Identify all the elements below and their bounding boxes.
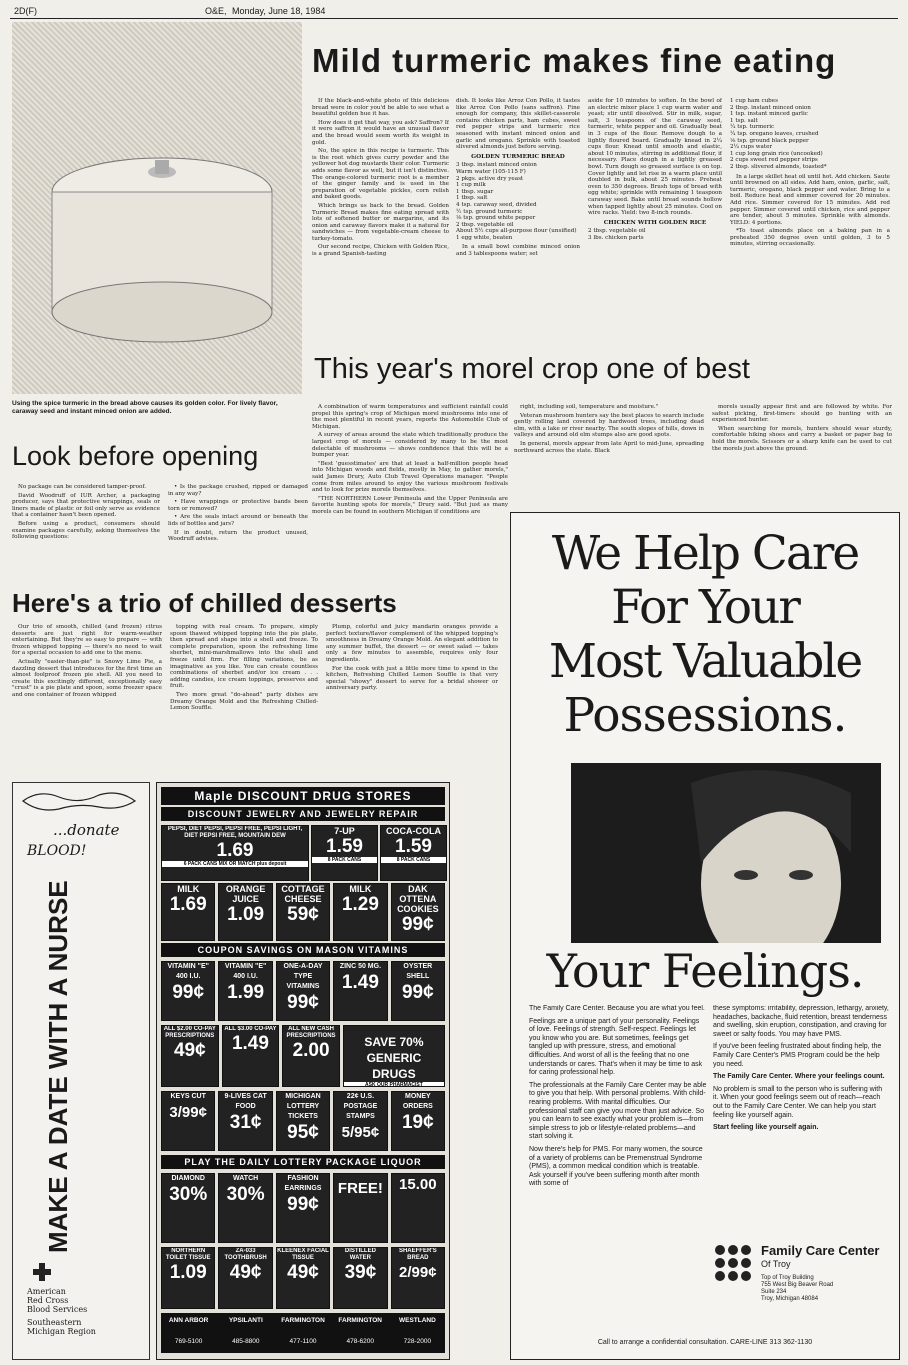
coupon[interactable] [218,1091,272,1151]
your-feelings: Your Feelings. [546,944,864,998]
nurse-vertical-text: MAKE A DATE WITH A NURSE [43,880,73,1253]
store-city: FARMINGTON [338,1317,382,1324]
coupon-price: 1.29 [341,894,379,915]
desserts-headline: Here's a trio of chilled desserts [12,588,397,618]
paragraph: The Family Care Center. Because you are what you feel. [529,1005,705,1012]
coupon-item: FASHION EARRINGS [284,1175,322,1192]
headline-line: Most Valuable [548,634,862,689]
coupon[interactable] [391,961,445,1021]
coupon[interactable] [218,1247,272,1309]
coupon-price: 3/99¢ [169,1104,207,1121]
coupon[interactable] [391,883,445,941]
coupon-item: 9-LIVES CAT FOOD [224,1093,267,1110]
paragraph: these symptoms: irritability, depression, lethargy, anxiety, headaches, backache, fluid retention, breast tenderness and swelling, skin eruption, constipation, and craving for sweet or salty foods. You may have PMS. [713,1005,889,1038]
ingredient: 2 cups sweet red pepper strips [730,157,818,164]
coupon-price: 1.69 [169,894,207,915]
look-col-2 [168,484,308,580]
coupon-item: VITAMIN "E" 400 I.U. [224,963,267,980]
store-phone: 477-1100 [289,1338,317,1345]
coupon-price: 95¢ [287,1122,319,1143]
coupon-item: MILK [177,884,200,894]
desserts-col-3 [326,624,498,772]
paragraph: In general, morels appear from late April to mid-June, spreading northward across the state. Black [514,440,704,454]
store-phone: 485-8800 [232,1338,260,1345]
lottery-strip: PLAY THE DAILY LOTTERY PACKAGE LIQUOR [161,1155,445,1169]
coupon-price: 5/95¢ [341,1124,380,1141]
address-line: Troy, Michigan 48084 [761,1296,819,1302]
ingredient: 2 tbsp. vegetable oil [588,228,646,235]
store [390,1313,445,1353]
ingredient: 1 egg white, beaten [456,234,513,241]
fcc-logo-name: Family Care Center [761,1243,880,1258]
org-line: Red Cross [27,1296,69,1305]
coupon-item: COTTAGE CHEESE [281,884,325,904]
store-phone: 769-5100 [174,1338,203,1345]
bullet: • Is the package crushed, ripped or damaged in any way? [168,484,308,497]
coupon-price: 1.99 [227,982,265,1003]
ingredient: 3 lbs. chicken parts [588,234,644,241]
coupon[interactable] [333,1091,387,1151]
coupon-item: SHAEFFER'S BREAD [398,1248,437,1261]
red-cross-icon [33,1263,51,1281]
coupon-note: 6 PACK CANS MIX OR MATCH plus deposit [162,861,308,867]
store [275,1313,330,1353]
coupon[interactable] [276,883,330,941]
address-line: Top of Troy Building [761,1275,814,1281]
org-line: Michigan Region [27,1327,96,1336]
turmeric-col-3 [588,98,722,360]
coupon-item: DAK OTTENA COOKIES [397,884,439,914]
desserts-col-1 [12,624,162,772]
coupon-row-3 [161,961,445,1021]
coupon-item: ALL NEW CASH PRESCRIPTIONS [286,1026,336,1039]
ingredient: 1 cup long grain rice (uncooked) [730,150,823,157]
coupon-item: KEYS CUT [170,1093,206,1100]
coupon-item: VITAMIN "E" 400 I.U. [167,963,209,980]
org-line: American [27,1287,66,1296]
paragraph: If you've been feeling frustrated about finding help, the Family Care Center's PMS Program could be the help you need. [713,1043,882,1068]
family-care-center-ad [510,512,900,1360]
coupon[interactable] [333,961,387,1021]
paragraph: Feelings are a unique part of your personality. Feelings of love. Feelings of strength. Self-respect. Feelings let you know who you are. But sometimes, feelings get tangled up with pressure, stress, and emotional difficulties. And worst of all is the feeling that no one understands or cares. That's when it may be time to ask for caring professional help. [529,1017,703,1077]
paragraph: No problem is small to the person who is suffering with it. When your good feelings seem out of reach—reach out to the Family Care Center. We can help you start feeling like yourself again. [713,1085,883,1119]
coupon-price: 49¢ [173,1040,206,1061]
ingredient: 3 tbsp. instant minced onion [456,162,537,169]
turmeric-col-4 [730,98,890,360]
paragraph: Plump, colorful and juicy mandarin oranges provide a perfect texture/flavor complement of the whipped topping's smoothness in Dreamy Orange Mold. An elegant addition to any summer buffet, the dessert — or sweet salad — takes only a few minutes to assemble, requires only four ingredients. [326,624,498,663]
paragraph: A survey of areas around the state which traditionally produce the largest crop of morels — considered by many to be the most delectable of mushrooms — shows confidence that this will be a bumper year. [312,432,508,459]
coupon[interactable] [333,1247,387,1309]
ingredient: Warm water (105-115 F) [456,168,526,175]
coupon[interactable] [391,1091,445,1151]
paragraph: Before using a product, consumers should examine packages carefully, asking themselves the following questions: [12,520,160,541]
coupon-price: 1.09 [227,904,265,925]
morel-headline: This year's morel crop one of best [314,353,750,385]
coupon-price: 1.59 [326,836,363,857]
coupon[interactable] [161,825,309,881]
paragraph: Veteran mushroom hunters say the best places to search include gently rolling land covered by hardwood trees, including dead elm, with a lake or river nearby. The south slopes of hills, down in valleys and around old elm stumps also are good spots. [514,412,704,439]
store [333,1313,388,1353]
coupon-item: KLEENEX FACIAL TISSUE [277,1248,329,1261]
coupon[interactable] [282,1025,340,1087]
header-rule [10,18,898,19]
coupon-price: 39¢ [344,1262,377,1283]
coupon-item: SAVE 70% GENERIC DRUGS [364,1035,424,1081]
ingredient: 1 tbsp. sugar [456,188,494,195]
hand-icon [19,787,139,813]
headline-line: We Help Care [551,526,859,581]
ingredient: 1 cup ham cubes [730,98,778,104]
store-city: YPSILANTI [228,1317,263,1324]
coupon[interactable] [391,1247,445,1309]
coupon[interactable] [276,1091,330,1151]
coupon[interactable] [161,1091,215,1151]
look-col-1 [12,484,160,580]
ingredient: 2 tbsp. instant minced onion [730,104,811,111]
ingredient: 1 cup milk [456,182,486,189]
look-headline: Look before opening [12,441,259,471]
paragraph: aside for 10 minutes to soften. In the bowl of an electric mixer place 1 cup warm water and yeast; stir until dissolved. Stir in milk, sugar, salt, 3 teaspoons of the caraway seed, turmeric, white pepper and oil. Gradually beat in 3 cups of the flour. Remove dough to a lightly floured board. Gradually knead in 2¼ cups flour. Knead until smooth and elastic, about 10 minutes, stirring in additional flour, if necessary. Place dough in a lightly greased bowl. Turn dough so greased surface is on top. Cover lightly and let rise in a warm place until doubled in bulk, about 25 minutes. Preheat oven to 350 degrees. Brush tops of bread with egg white; sprinkle with remaining 1 teaspoon caraway seed. Bake until bread sounds hollow when tapped lightly about 25 minutes. Cool on wire racks. Yield: two 8-inch rounds. [588,98,722,217]
coupon-item: 7-UP [334,826,355,836]
ingredient: ⅛ tsp. ground white pepper [456,215,536,222]
coupon[interactable] [343,1025,445,1087]
paragraph: The professionals at the Family Care Center may be able to give you that help. With personal problems. With child-rearing problems. With marital difficulties. Our professional staff can give you more than just advice. So you can learn to see exactly what your problem is—from simple stress to job or lifestyle-related problems—and start solving it. [529,1081,707,1141]
fcc-logo-sub: Of Troy [761,1259,791,1269]
store-city: ANN ARBOR [168,1317,209,1324]
fcc-col-2 [713,1005,889,1195]
paragraph: The Family Care Center. Where your feelings count. [713,1073,885,1081]
ingredient: 2 tbsp. vegetable oil [456,221,514,228]
paragraph: If in doubt, return the product unused, Woodruff advises. [168,529,308,543]
paragraph: In a small bowl combine minced onion and 3 tablespoons water; set [456,244,580,258]
paragraph: For the cook with just a little more time to spend in the kitchen, Refreshing Chilled Lemon Souffle is that very special "showy" dessert to serve for a bridal shower or anniversary party. [326,665,498,692]
coupon[interactable] [311,825,378,881]
fcc-logo-icon [713,1243,753,1283]
coupon[interactable] [333,1173,387,1243]
bread-illustration [12,22,302,394]
paragraph: Which brings us back to the bread. Golden Turmeric Bread makes fine eating spread with lots of softened butter or margarine, and its onion and caraway flavors make it a natural for sandwiches — from vegetable-cream cheese to turkey-tomato. [312,202,449,242]
paragraph: No, the spice in this recipe is turmeric. This is the root which gives curry powder and the yellower hot dog mustards their color. Turmeric adds some flavor as well, but it isn't distinctive. The orange-colored turmeric root is a member of the ginger family and is used in the preparation of vegetable pickles, corn relish and baked goods. [312,148,449,201]
ingredient: ¼ tsp. turmeric [730,124,775,131]
coupon-row-2 [161,883,445,939]
coupon-price: 99¢ [172,982,205,1003]
coupon[interactable] [222,1025,280,1087]
address-line: Suite 234 [761,1289,787,1295]
coupon-item: DISTILLED WATER [344,1248,376,1261]
coupon-price: 1.69 [216,840,254,861]
recipe-title: CHICKEN WITH GOLDEN RICE [603,219,707,226]
face-illustration [571,763,881,943]
bullet: • Are the seals intact around or beneath the lids of bottles and jars? [168,514,308,527]
morel-col-1 [312,404,508,554]
coupon-item: MICHIGAN LOTTERY TICKETS [285,1093,321,1120]
paragraph: When searching for morels, hunters should wear sturdy, comfortable hiking shoes and carry a basket or paper bag to hold the morels. Scissors or a sharp knife can be used to cut the morels just above the ground. [712,425,892,452]
coupon-price: 1.49 [341,972,379,993]
coupon-price: 30% [169,1184,208,1205]
maple-drug-ad [156,782,450,1360]
coupon[interactable] [218,1173,272,1243]
ingredient: 2 tbsp. slivered almonds, toasted* [730,163,827,170]
coupon-row-5 [161,1091,445,1151]
coupon-price: 1.09 [169,1262,207,1283]
paragraph: Actually "easier-than-pie" is Snowy Lime Pie, a dazzling dessert that introduces for the first time an almost foolproof frozen pie shell. All you need to create this excitingly different, exceptionally easy "crust" is a pie plate and spoon, some freezer space and one container of frozen whipped [12,658,162,698]
coupon-price: 49¢ [229,1262,262,1283]
fcc-footer: Call to arrange a confidential consultation. CARE-LINE 313 362-1130 [597,1339,813,1346]
coupon-price: 2/99¢ [399,1264,437,1281]
morel-col-3 [712,404,892,484]
store-city: FARMINGTON [281,1317,325,1324]
coupon-item: NORTHERN TOILET TISSUE [165,1248,211,1261]
ingredient: 1 tsp. instant minced garlic [730,111,808,118]
ingredient: 1 tbsp. salt [456,195,488,202]
ingredient: 4 tsp. caraway seed, divided [456,201,537,208]
coupon-item: WATCH [233,1175,259,1182]
maple-subtitle: DISCOUNT JEWELRY AND JEWELRY REPAIR [161,807,445,821]
paragraph: Two more great "do-ahead" party dishes are Dreamy Orange Mold and the Refreshing Chilled-Lemon Souffle. [170,691,318,712]
store [161,1313,216,1353]
paragraph: morels usually appear first and are followed by white. For safest picking, first-timers should go hunting with an experienced hunter. [712,404,892,424]
headline-line: Possessions. [563,688,847,743]
paragraph: If the black-and-white photo of this delicious bread were in color you'd be able to see what a beautiful golden hue it has. [312,98,449,118]
maple-title: Maple DISCOUNT DRUG STORES [161,787,445,805]
paragraph: A combination of warm temperatures and sufficient rainfall could propel this spring's crop of Michigan morel mushrooms into one of the most plentiful in recent years, reports the Automobile Club of Michigan. [312,404,508,430]
coupon-item: ALL $2.00 CO-PAY PRESCRIPTIONS [163,1026,216,1039]
coupon[interactable] [161,883,215,941]
coupon-price: 99¢ [287,992,319,1013]
coupon-item: OYSTER SHELL [403,963,433,980]
paper-name: O&E, [205,6,227,16]
ingredient: 2 pkgs. active dry yeast [456,175,524,182]
coupon-row-7 [161,1247,445,1309]
turmeric-col-1 [312,98,449,360]
coupon-price: 19¢ [401,1112,434,1133]
coupon-price: 99¢ [401,982,434,1003]
store-locations [161,1313,445,1353]
turmeric-col-2 [456,98,580,360]
vitamin-strip: COUPON SAVINGS ON MASON VITAMINS [161,943,445,957]
coupon[interactable] [276,961,330,1021]
coupon-price: 2.00 [292,1040,330,1061]
coupon-note: 8 PACK CANS [312,857,377,863]
blood-drive-ad [12,782,150,1360]
coupon-row-1 [161,825,445,879]
ingredient: ½ tsp. ground turmeric [456,208,523,215]
coupon-item: MONEY ORDERS [402,1093,433,1110]
coupon-item: ZA-033 TOOTHBRUSH [224,1248,267,1261]
coupon-price: 1.49 [231,1033,269,1054]
store-city: WESTLAND [398,1317,436,1324]
turmeric-headline: Mild turmeric makes fine eating [312,42,837,79]
coupon-item: ALL $3.00 CO-PAY [224,1026,277,1032]
blood-line: BLOOD! [27,843,87,859]
coupon-row-4 [161,1025,445,1087]
store [218,1313,273,1353]
coupon-item: DIAMOND [171,1175,205,1182]
recipe-title: GOLDEN TURMERIC BREAD [471,153,565,160]
paragraph: topping with real cream. To prepare, simply spoon thawed whipped topping into the pie plate, then spread and shape into a shell and freeze. To complete preparation, spoon the refreshing lime sherbet, mini-marshmallows into the shell and freeze until firm. For filling variations, be as imaginative as you like. You can create countless combinations of sherbet and/or ice cream . . . adding candies, ice cream toppings, preserves and fruit. [170,624,318,690]
coupon[interactable] [276,1247,330,1309]
footnote: *To toast almonds place on a baking pan in a preheated 350 degree oven until golden, 3 to 5 minutes, stirring occasionally. [730,228,890,248]
org-line: Blood Services [27,1305,88,1314]
coupon-item: COCA-COLA [386,826,441,836]
paragraph: Now there's help for PMS. For many women, the source of a variety of problems can be Premenstrual Syndrome (PMS), a common medical condition which is treatable. Ask yourself if you've been suffering month after month with some of [529,1145,703,1188]
paragraph: "Best 'guesstimates' are that at least a half-million people head into Michigan woods and fields, mostly in May, to gather morels," said James Drury, Auto Club Travel Operations manager. "People come from miles around to enjoy the various mushroom festivals and to look for prize morels themselves. [312,460,508,494]
red-cross-org [27,1287,96,1336]
coupon-price: 59¢ [287,904,319,925]
coupon-price: 1.59 [395,836,432,857]
coupon[interactable] [218,961,272,1021]
coupon[interactable] [161,1247,215,1309]
address-line: 755 West Big Beaver Road [761,1282,834,1288]
paragraph: Our trio of smooth, chilled (and frozen) citrus desserts are just right for warm-weather entertaining. But they're so easy to prepare — with frozen whipped topping — there's no need to wait for a special occasion to add one to the menu. [12,624,162,657]
paragraph: right, including soil, temperature and moisture." [520,404,659,410]
bullet: • Have wrappings or protective bands been torn or removed? [168,499,308,512]
paragraph: Start feeling like yourself again. [713,1124,819,1132]
coupon[interactable] [276,1173,330,1243]
paragraph: "THE NORTHERN Lower Peninsula and the Upper Peninsula are favorite hunting spots for morels," Drury said. "But just as many morels can be found in southern Michigan if conditions are [312,495,508,515]
coupon[interactable] [380,825,447,881]
coupon-price: 31¢ [229,1112,262,1133]
store-phone: 478-6200 [346,1338,374,1345]
fcc-col-1 [529,1005,707,1305]
paragraph: How does it get that way, you ask? Saffron? If it were saffron it would have an unusual flavor and the bread would seem worth its weight in gold. [312,119,449,146]
ingredient: ¼ tsp. oregano leaves, crushed [730,130,819,137]
photo-caption: Using the spice turmeric in the bread above causes its golden color. For lively flavor, caraway seed and instant minced onion are added. [12,400,278,415]
ingredient: ⅛ tsp. ground black pepper [730,137,809,144]
paragraph: In a large skillet heat oil until hot. Add chicken. Saute until browned on all sides. Add ham, onion, garlic, salt, turmeric, oregano, black pepper and water. Bring to a boil. Reduce heat and simmer covered for 20 minutes. Add rice. Simmer covered for 15 minutes. Add red pepper. Simmer covered until chicken, rice and pepper are tender, about 5 minutes. Sprinkle with almonds. YIELD: 4 portions. [730,173,890,226]
coupon-item: ORANGE JUICE [225,884,266,904]
paragraph: David Woodruff of IUR Archer, a packaging producer, says that protective wrappings, seals or liners made of plastic or foil only serve as evidence that a container hasn't been opened. [12,492,160,519]
coupon-item: ZINC 50 MG. [339,963,382,970]
coupon-row-6 [161,1173,445,1243]
page-number: 2D(F) [14,6,37,16]
bread-photo [12,22,302,394]
coupon[interactable] [161,1173,215,1243]
store-phone: 728-2000 [403,1338,432,1345]
coupon-price: 15.00 [399,1176,437,1193]
coupon[interactable] [333,883,387,941]
coupon-item: FREE! [337,1180,383,1197]
coupon[interactable] [218,883,272,941]
paragraph: Our second recipe, Chicken with Golden Rice, is a grand Spanish-tasting [312,244,449,258]
fcc-headline [511,527,899,743]
ingredient: 1 tsp. salt [730,117,758,124]
coupon[interactable] [161,961,215,1021]
org-line: Southeastern [27,1318,82,1327]
coupon[interactable] [161,1025,219,1087]
issue-date: Monday, June 18, 1984 [232,6,326,16]
coupon-price: 49¢ [287,1262,319,1283]
ingredient: About 5½ cups all-purpose flour (unsifted) [456,228,577,235]
coupon-item: MILK [349,884,372,894]
headline-line: For Your [611,580,799,635]
coupon-item: ONE-A-DAY TYPE VITAMINS [283,963,323,990]
woman-photo [571,763,881,943]
paragraph: No package can be considered tamper-proof. [18,484,146,490]
coupon-price: 99¢ [287,1194,319,1215]
coupon-note: 8 PACK CANS [381,857,446,863]
morel-col-2 [514,404,704,484]
coupon-item: 22¢ U.S. POSTAGE STAMPS [343,1093,378,1120]
paragraph: dish. It looks like Arroz Con Pollo, it tastes like Arroz Con Pollo (sans saffron). Fine enough for company, this skillet-casserole contains chicken parts, ham cubes, sweet red pepper strips and turmeric rice seasoned with instant minced onion and garlic and oregano. Sprinkle with toasted slivered almonds just before serving. [456,98,580,151]
coupon[interactable] [391,1173,445,1243]
coupon-price: 30% [226,1184,265,1205]
fcc-address [761,1275,833,1303]
coupon-item: PEPSI, DIET PEPSI, PEPSI FREE, PEPSI LIGHT, DIET PEPSI FREE, MOUNTAIN DEW [167,826,303,839]
coupon-price: 99¢ [401,914,434,935]
desserts-col-2 [170,624,318,772]
coupon-note: ASK OUR PHARMACIST [344,1082,444,1087]
ingredient: 2¼ cups water [730,144,773,151]
donate-line: ...donate [53,821,120,839]
